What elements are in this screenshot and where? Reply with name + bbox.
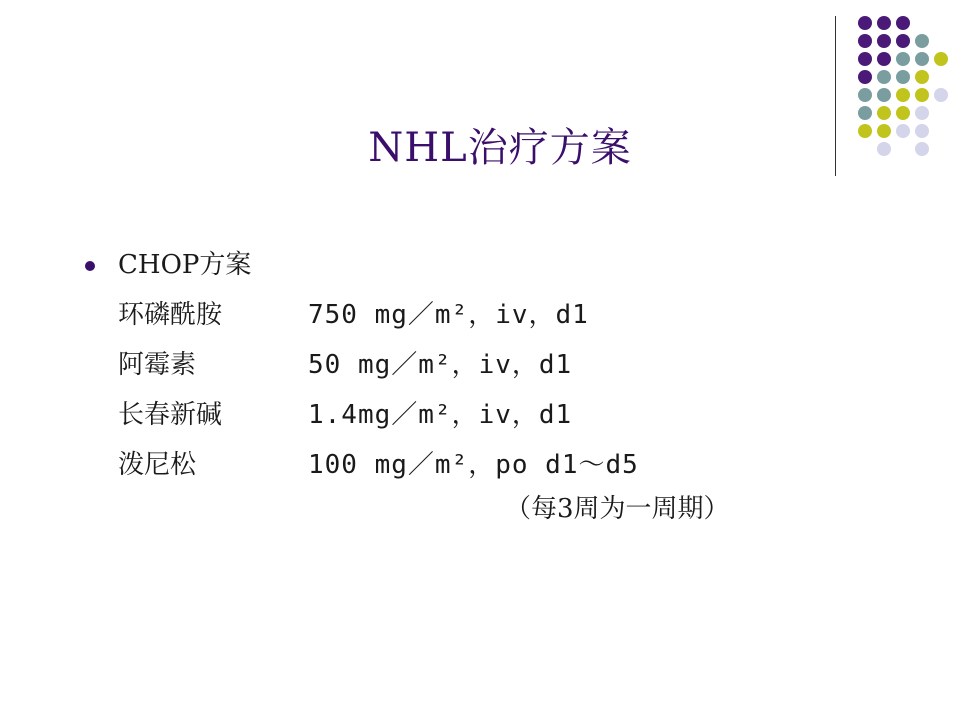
decorative-divider-line (835, 16, 836, 176)
decor-dot (877, 16, 891, 30)
decor-dot (858, 70, 872, 84)
decor-dot (896, 52, 910, 66)
decor-dot (915, 34, 929, 48)
decor-dot (858, 88, 872, 102)
decor-dot (896, 16, 910, 30)
decor-dot (858, 124, 872, 138)
decor-dot (877, 88, 891, 102)
decor-dot (896, 106, 910, 120)
decor-dot (915, 70, 929, 84)
slide-title: NHL治疗方案 (368, 125, 632, 171)
drug-name: 环磷酰胺 (118, 300, 223, 330)
decor-dot (858, 34, 872, 48)
decor-dot (915, 124, 929, 138)
regimen-heading: CHOP方案 (118, 250, 252, 280)
decor-dot (896, 70, 910, 84)
drug-name: 长春新碱 (118, 400, 223, 430)
decor-dot (877, 106, 891, 120)
drug-name: 阿霉素 (118, 350, 197, 380)
decor-dot (896, 88, 910, 102)
decor-dot (877, 52, 891, 66)
decor-dot (915, 142, 929, 156)
decor-dot (934, 88, 948, 102)
bullet-icon (85, 261, 95, 271)
decor-dot (915, 52, 929, 66)
decor-dot (877, 142, 891, 156)
decor-dot (858, 52, 872, 66)
decor-dot (896, 34, 910, 48)
decor-dot (877, 124, 891, 138)
decor-dot (877, 70, 891, 84)
drug-dose: 100 mg／m²，po d1～d5 (308, 450, 639, 480)
decorative-dot-grid (850, 8, 960, 158)
drug-dose: 750 mg／m²，iv，d1 (308, 300, 589, 330)
cycle-note: （每3周为一周期） (505, 494, 730, 524)
drug-name: 泼尼松 (118, 450, 197, 480)
decor-dot (877, 34, 891, 48)
decor-dot (915, 88, 929, 102)
decor-dot (896, 124, 910, 138)
drug-dose: 1.4mg／m²，iv，d1 (308, 400, 573, 430)
decor-dot (934, 52, 948, 66)
decor-dot (858, 106, 872, 120)
decor-dot (858, 16, 872, 30)
decor-dot (915, 106, 929, 120)
drug-dose: 50 mg／m²，iv，d1 (308, 350, 573, 380)
